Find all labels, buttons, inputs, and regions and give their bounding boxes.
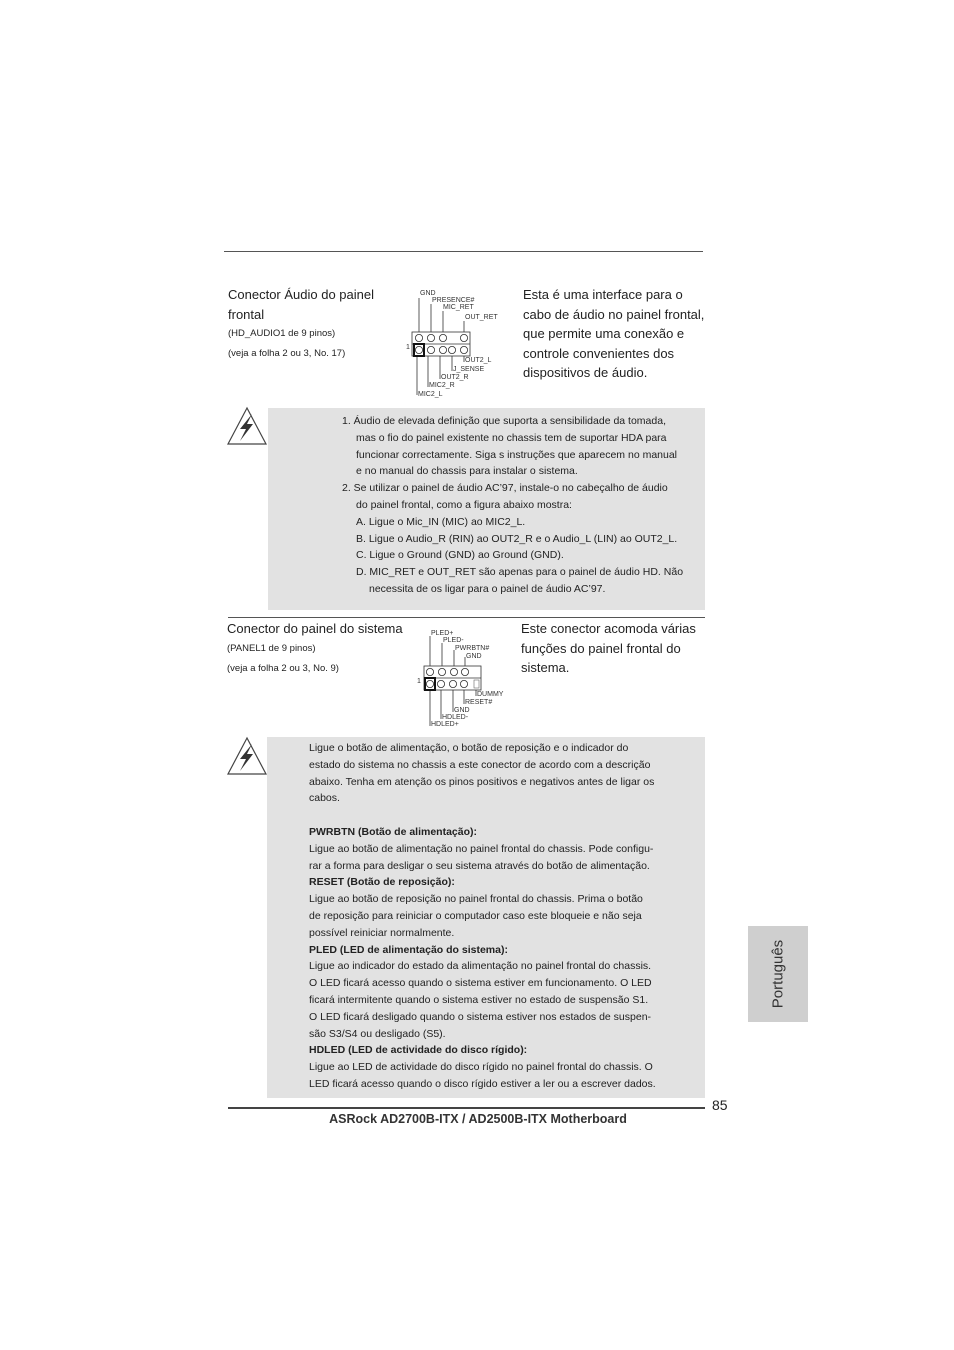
audio-pin-gnd: GND (420, 290, 436, 297)
audio-description: Esta é uma interface para o cabo de áudio no painel frontal, que permite uma conexão e controle convenientes dos dispositivos de áudio. (523, 287, 705, 380)
audio-pin-out-ret: OUT_RET (465, 314, 498, 321)
panel-pin-dummy: DUMMY (477, 691, 504, 698)
audio-pin-mic-ret: MIC_RET (443, 304, 474, 311)
language-tab-label: Português (769, 939, 787, 1009)
warning-icon (226, 736, 268, 776)
reset-heading: RESET (Botão de reposição): (309, 876, 455, 889)
top-rule (224, 251, 703, 252)
panel-sub1: (PANEL1 de 9 pinos) (227, 643, 316, 654)
panel-pin1-label: 1 (417, 678, 421, 685)
panel-pin-gnd-top: GND (466, 653, 482, 660)
panel-description: Este conector acomoda várias funções do painel frontal do sistema. (521, 621, 696, 675)
panel-pin-pled-minus: PLED- (443, 637, 464, 644)
pled-heading: PLED (LED de alimentação do sistema): (309, 943, 508, 956)
panel-pin-gnd-bottom: GND (454, 707, 470, 714)
panel-pin-pled-plus: PLED+ (431, 630, 454, 637)
audio-sub1: (HD_AUDIO1 de 9 pinos) (228, 328, 336, 339)
audio-pin-out2-r: OUT2_R (441, 374, 469, 381)
language-tab (748, 926, 808, 1022)
panel-pin-hdled-plus: HDLED+ (431, 721, 459, 728)
audio-pin-mic2-l: MIC2_L (418, 391, 443, 398)
audio-pin-presence: PRESENCE# (432, 297, 475, 304)
panel-pin-hdled-minus: HDLED- (442, 714, 469, 721)
warning-icon (226, 406, 268, 446)
panel-sub2: (veja a folha 2 ou 3, No. 9) (227, 663, 339, 674)
audio-pin-mic2-r: MIC2_R (429, 382, 455, 389)
footer-rule (228, 1107, 705, 1109)
panel-pin-reset: RESET# (465, 699, 493, 706)
spacer (309, 807, 701, 824)
audio-sub2: (veja a folha 2 ou 3, No. 17) (228, 348, 346, 359)
panel-note-text: Ligue o botão de alimentação, o botão de reposição e o indicador do estado do sistema no chassis a este conector de acordo com a descrição abaixo. Tenha em atenção os pinos positivos e negativos antes de ligar os cabos. PWRBTN (Botão de alimentação): Ligue ao botão de alimentação no painel frontal do chassis. Pode configu- rar a forma para desligar o seu sistema através do botão de alimentação. RESET (Botão de reposição): Ligue ao botão de reposição no painel frontal do chassis. Prima o botão de reposição para reiniciar o computador caso este bloqueie e não seja possível reiniciar normalmente. PLED (LED de alimentação do sistema): Ligue ao indicador do estado da alimentação no painel frontal do chassis. O LED ficará acesso quando o sistema estiver em funcionamento. O LED ficará intermitente quando o sistema estiver no estado de suspensão S1. O LED ficará desligado quando o sistema estiver nos estados de suspen- são S3/S4 ou desligado (S5). HDLED (LED de actividade do disco rígido): Ligue ao LED de actividade do disco rígido no painel frontal do chassis. O LED ficará acesso quando o disco rígido estiver a ler ou a escrever dados. (309, 740, 701, 1093)
audio-note-text: 1. Áudio de elevada definição que suporta a sensibilidade da tomada, mas o fio do painel existente no chassis tem de suportar HDA para funcionar correctamente. Siga s instruções que aparecem no manual e no manual do chassis para instalar o sistema. 2. Se utilizar o painel de áudio AC’97, instale-o no cabeçalho de áudio do painel frontal, como a figura abaixo mostra: A. Ligue o Mic_IN (MIC) ao MIC2_L. B. Ligue o Audio_R (RIN) ao OUT2_R e o Audio_L (LIN) ao OUT2_L. C. Ligue o Ground (GND) ao Ground (GND). D. MIC_RET e OUT_RET são apenas para o painel de áudio HD. Não necessita de os ligar para o painel de áudio AC’97. (342, 415, 684, 595)
panel-title: Conector do painel do sistema (227, 621, 403, 636)
hdled-heading: HDLED (LED de actividade do disco rígido): (309, 1044, 528, 1057)
audio-pin1-label: 1 (406, 344, 410, 351)
audio-header-diagram (406, 288, 510, 403)
panel-pin-pwrbtn: PWRBTN# (455, 645, 490, 652)
section-rule (228, 617, 705, 618)
audio-pin-j-sense: J_SENSE (453, 366, 485, 373)
page-number: 85 (712, 1097, 728, 1113)
pwrbtn-heading: PWRBTN (Botão de alimentação): (309, 825, 478, 838)
footer-product: ASRock AD2700B-ITX / AD2500B-ITX Motherboard (329, 1112, 627, 1126)
audio-title: Conector Áudio do painel frontal (228, 287, 374, 322)
audio-pin-out2-l: OUT2_L (465, 357, 492, 364)
panel-header-diagram (417, 628, 510, 730)
